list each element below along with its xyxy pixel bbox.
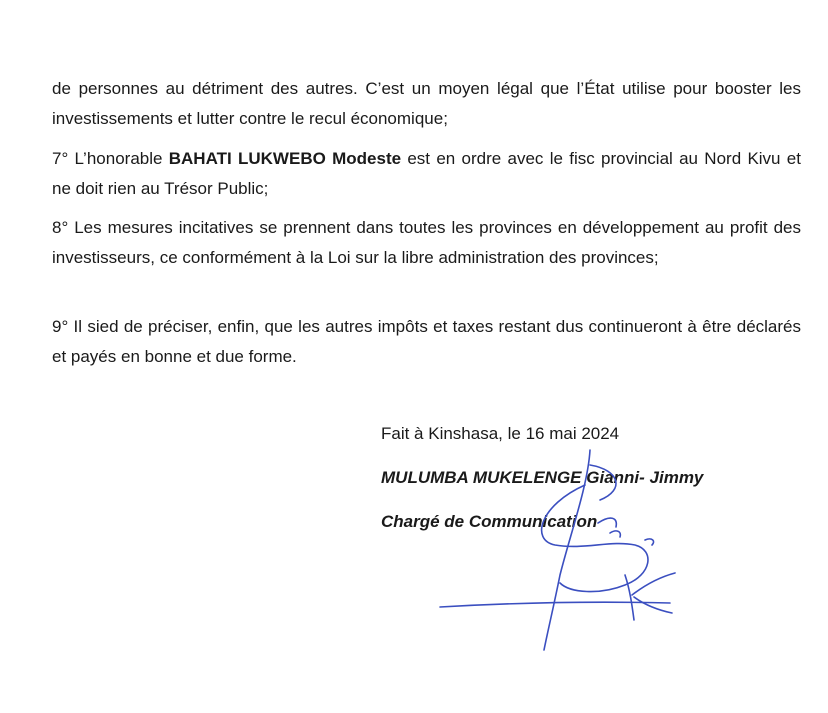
paragraph-7-bold-name: BAHATI LUKWEBO Modeste [168, 149, 402, 168]
paragraph-7-suffix: est en ordre avec le fisc provincial au Nord Kivu et ne doit rien au Trésor Public; [52, 149, 801, 198]
signatory-role: Chargé de Communication [381, 512, 598, 531]
paragraph-7-prefix: 7° L’honorable [52, 149, 169, 168]
paragraph-8: 8° Les mesures incitatives se prennent dans toutes les provinces en développement au profit des investisseurs, ce conformément à la Loi sur la libre administration des provinces; [52, 218, 801, 267]
paragraph-6-end: de personnes au détriment des autres. C’est un moyen légal que l’État utilise pour booster les investissements et lutter contre le recul économique; [52, 79, 801, 128]
paragraph-7 [52, 144, 801, 204]
paragraph-9: 9° Il sied de préciser, enfin, que les autres impôts et taxes restant dus continueront à être déclarés et payés en bonne et due forme. [52, 317, 801, 366]
signatory-name: MULUMBA MUKELENGE Gianni- Jimmy [381, 468, 704, 487]
place-date: Fait à Kinshasa, le 16 mai 2024 [381, 424, 620, 443]
